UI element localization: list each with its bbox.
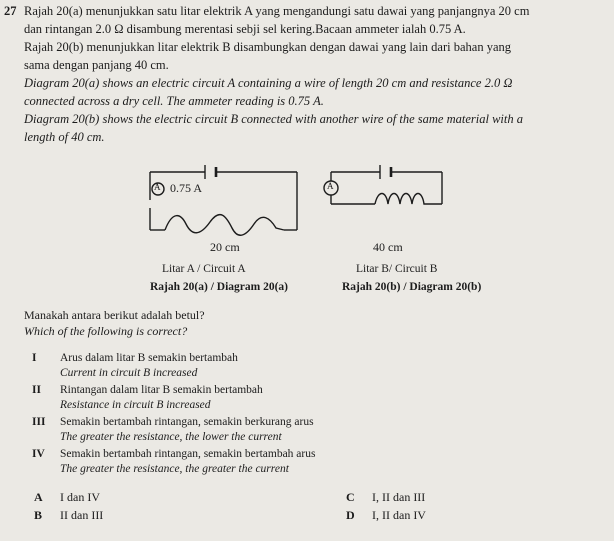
answer-letter-b[interactable]: B [34, 508, 43, 522]
statement-numeral-2: II [32, 384, 41, 396]
english-line-1: Diagram 20(a) shows an electric circuit A containing a wire of length 20 cm and resistance 2.0 Ω [24, 76, 513, 90]
prompt-english: Which of the following is correct? [24, 324, 188, 338]
question-number: 27 [4, 4, 17, 18]
answer-letter-a[interactable]: A [34, 490, 43, 504]
circuit-b [324, 165, 442, 204]
wire-length-b: 40 cm [373, 240, 403, 254]
english-line-3: Diagram 20(b) shows the electric circuit B connected with another wire of the same material with a [24, 112, 523, 126]
prompt-malay: Manakah antara berikut adalah betul? [24, 308, 205, 322]
statement-malay-1: Arus dalam litar B semakin bertambah [60, 352, 238, 364]
statement-english-3: The greater the resistance, the lower the current [60, 431, 282, 443]
question-line-4: sama dengan panjang 40 cm. [24, 58, 169, 72]
english-line-2: connected across a dry cell. The ammeter reading is 0.75 A. [24, 94, 324, 108]
english-line-4: length of 40 cm. [24, 130, 105, 144]
answer-text-a[interactable]: I dan IV [60, 490, 100, 504]
ammeter-reading-a: 0.75 A [170, 181, 203, 195]
answer-text-b[interactable]: II dan III [60, 508, 104, 522]
statement-malay-2: Rintangan dalam litar B semakin bertambah [60, 384, 263, 396]
statement-numeral-1: I [32, 352, 37, 364]
answer-text-d[interactable]: I, II dan IV [372, 508, 426, 522]
statement-numeral-3: III [32, 416, 46, 428]
circuit-a [150, 165, 297, 235]
statement-english-2: Resistance in circuit B increased [60, 399, 211, 411]
caption-diagram-b: Rajah 20(b) / Diagram 20(b) [342, 281, 482, 293]
ammeter-symbol-a: A [154, 182, 161, 192]
answer-text-c[interactable]: I, II dan III [372, 490, 426, 504]
answer-letter-d[interactable]: D [346, 508, 355, 522]
answer-letter-c[interactable]: C [346, 490, 355, 504]
question-line-2: dan rintangan 2.0 Ω disambung merentasi sebji sel kering.Bacaan ammeter ialah 0.75 A. [24, 22, 466, 36]
caption-circuit-a: Litar A / Circuit A [162, 263, 246, 275]
statement-malay-3: Semakin bertambah rintangan, semakin berkurang arus [60, 416, 314, 428]
statement-english-4: The greater the resistance, the greater the current [60, 463, 289, 475]
question-line-3: Rajah 20(b) menunjukkan litar elektrik B disambungkan dengan dawai yang lain dari bahan yang [24, 40, 512, 54]
question-line-1: Rajah 20(a) menunjukkan satu litar elektrik A yang mengandungi satu dawai yang panjangnya 20 cm [24, 4, 530, 18]
wire-length-a: 20 cm [210, 240, 240, 254]
caption-diagram-a: Rajah 20(a) / Diagram 20(a) [150, 281, 288, 293]
statement-malay-4: Semakin bertambah rintangan, semakin bertambah arus [60, 448, 316, 460]
statement-numeral-4: IV [32, 448, 45, 460]
ammeter-symbol-b: A [327, 181, 334, 191]
caption-circuit-b: Litar B/ Circuit B [356, 263, 438, 275]
statement-english-1: Current in circuit B increased [60, 367, 198, 379]
